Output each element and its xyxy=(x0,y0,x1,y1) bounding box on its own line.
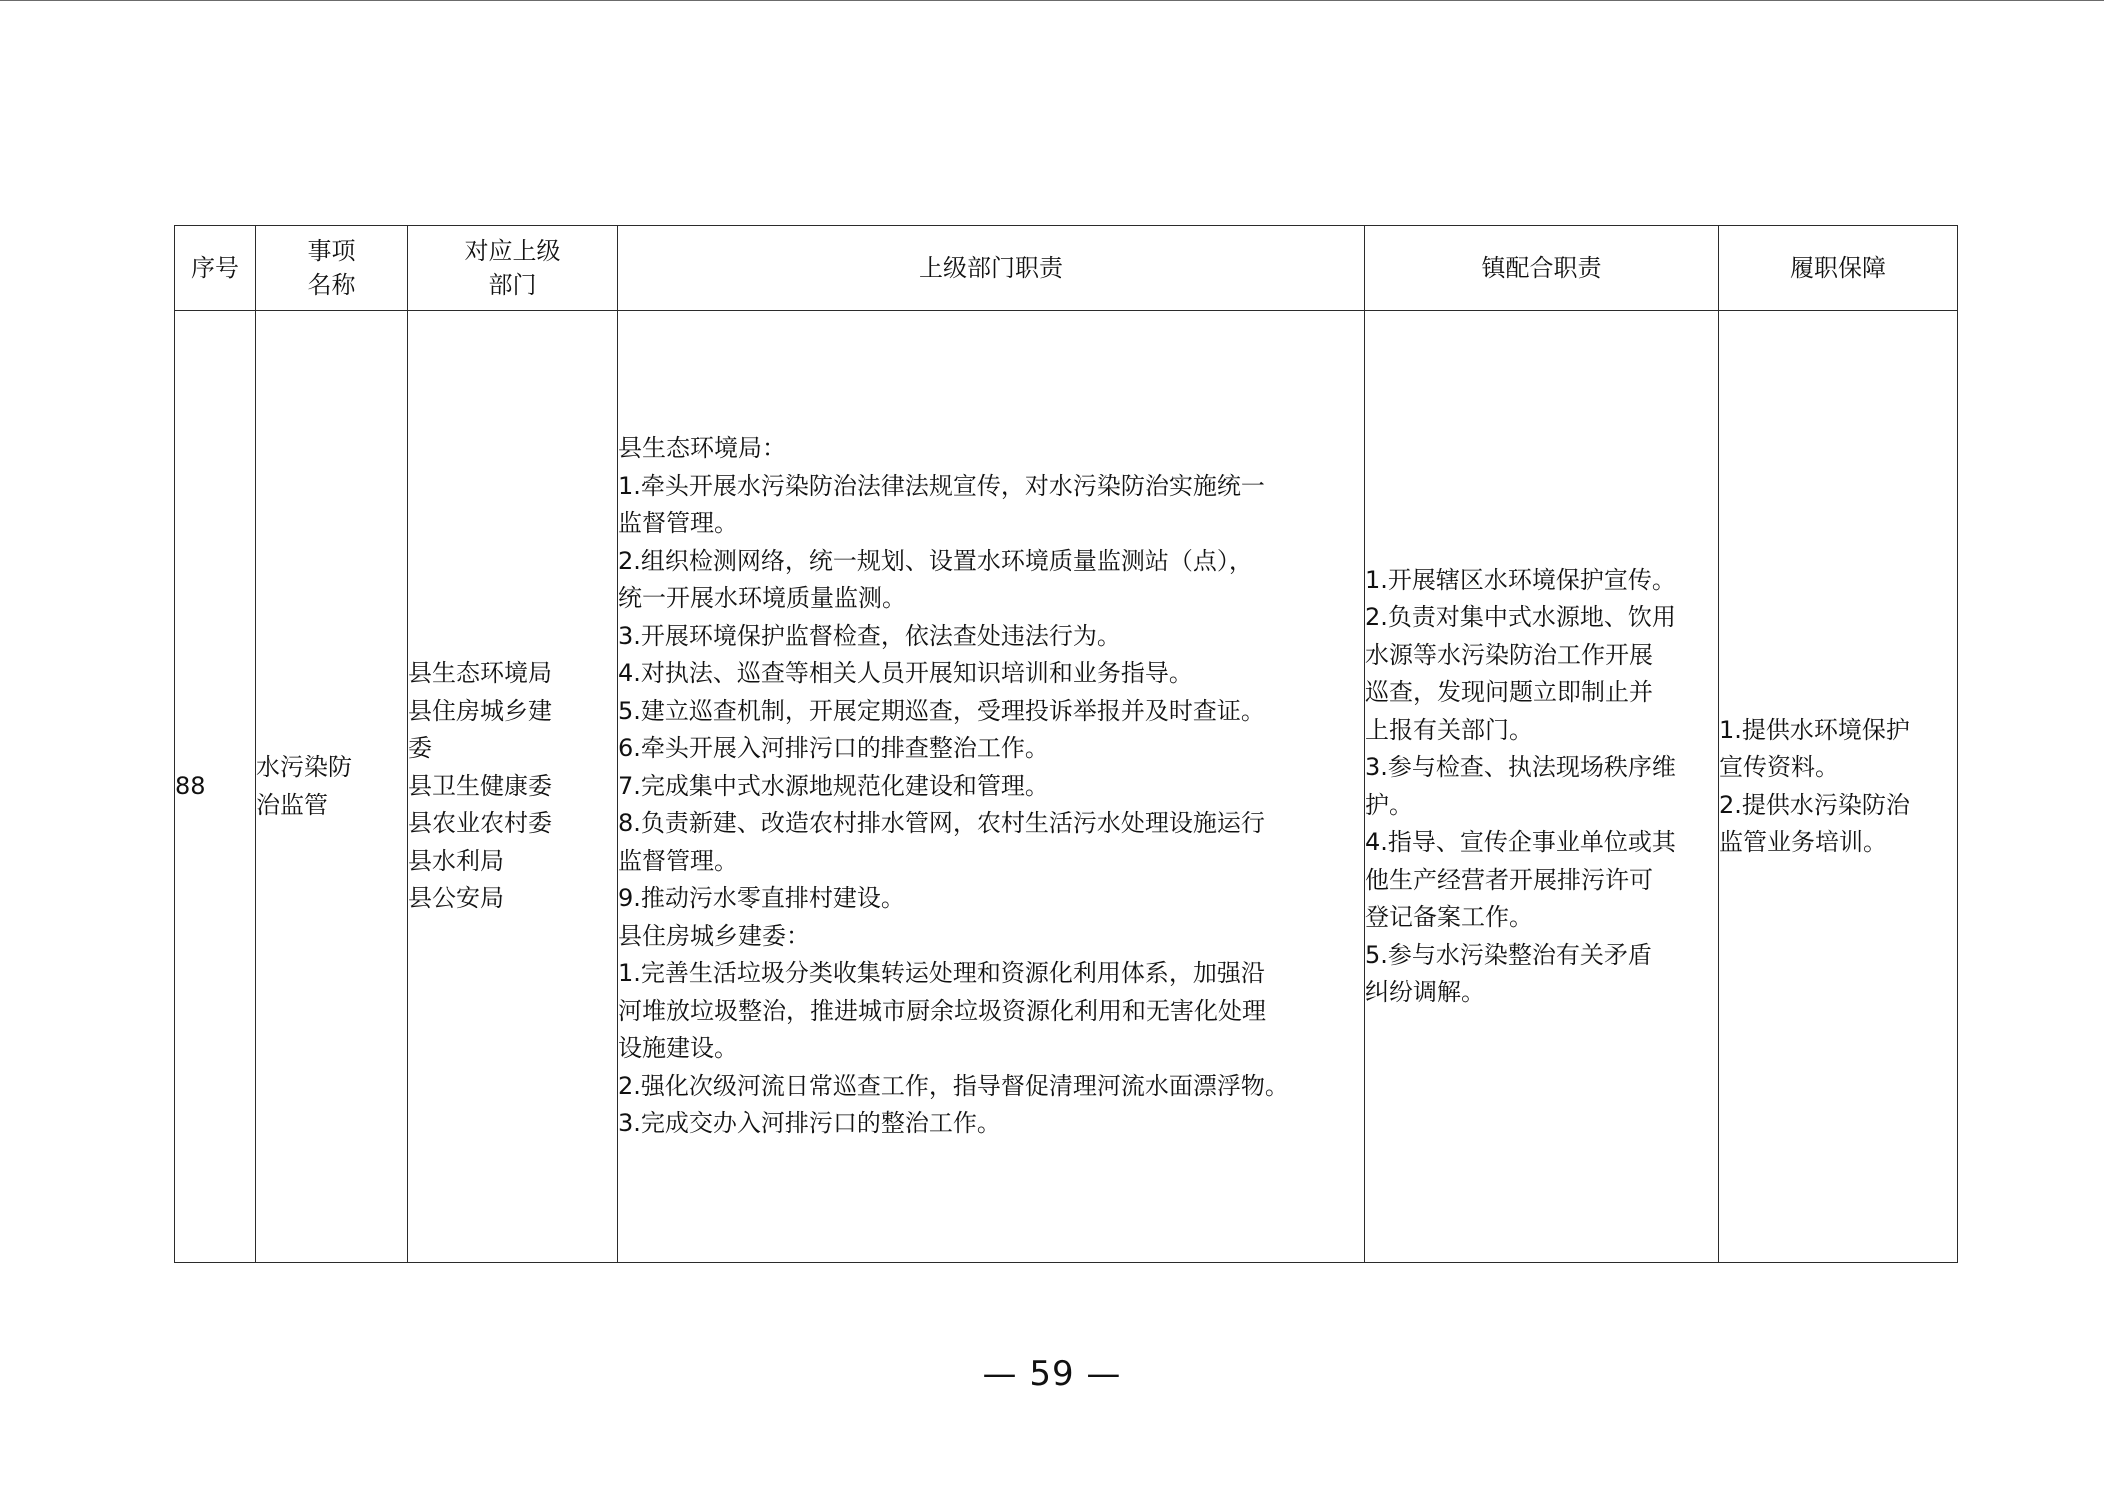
header-serial-number: 序号 xyxy=(175,226,256,311)
header-performance-guarantee: 履职保障 xyxy=(1719,226,1958,311)
cell-superior-duties: 县生态环境局： 1.牵头开展水污染防治法律法规宣传，对水污染防治实施统一 监督管理。 2.组织检测网络，统一规划、设置水环境质量监测站（点）， 统一开展水环境质量监测。 3.开展环境保护监督检查，依法查处违法行为。 4.对执法、巡查等相关人员开展知识培训和业务指导。 5.建立巡查机制，开展定期巡查，受理投诉举报并及时查证。 6.牵头开展入河排污口的排查整治工作。 7.完成集中式水源地规范化建设和管理。 8.负责新建、改造农村排水管网，农村生活污水处理设施运行 监督管理。 9.推动污水零直排村建设。 县住房城乡建委： 1.完善生活垃圾分类收集转运处理和资源化利用体系，加强沿 河堆放垃圾整治，推进城市厨余垃圾资源化利用和无害化处理 设施建设。 2.强化次级河流日常巡查工作，指导督促清理河流水面漂浮物。 3.完成交办入河排污口的整治工作。 xyxy=(618,311,1365,1263)
header-superior-duties: 上级部门职责 xyxy=(618,226,1365,311)
table-row xyxy=(175,311,1958,1263)
table-header-row xyxy=(175,226,1958,311)
page-number: — 59 — xyxy=(982,1354,1122,1394)
cell-performance-guarantee: 1.提供水环境保护 宣传资料。 2.提供水污染防治 监管业务培训。 xyxy=(1719,311,1958,1263)
cell-serial-number: 88 xyxy=(175,311,256,1263)
cell-item-name: 水污染防 治监管 xyxy=(256,311,408,1263)
duty-table xyxy=(174,225,1958,1263)
top-border-line xyxy=(0,0,2104,1)
header-town-duties: 镇配合职责 xyxy=(1365,226,1719,311)
header-item-name: 事项 名称 xyxy=(256,226,408,311)
header-superior-department: 对应上级 部门 xyxy=(408,226,618,311)
cell-superior-department: 县生态环境局 县住房城乡建 委 县卫生健康委 县农业农村委 县水利局 县公安局 xyxy=(408,311,618,1263)
cell-town-duties: 1.开展辖区水环境保护宣传。 2.负责对集中式水源地、饮用 水源等水污染防治工作开展 巡查，发现问题立即制止并 上报有关部门。 3.参与检查、执法现场秩序维 护。 4.指导、宣传企事业单位或其 他生产经营者开展排污许可 登记备案工作。 5.参与水污染整治有关矛盾 纠纷调解。 xyxy=(1365,311,1719,1263)
